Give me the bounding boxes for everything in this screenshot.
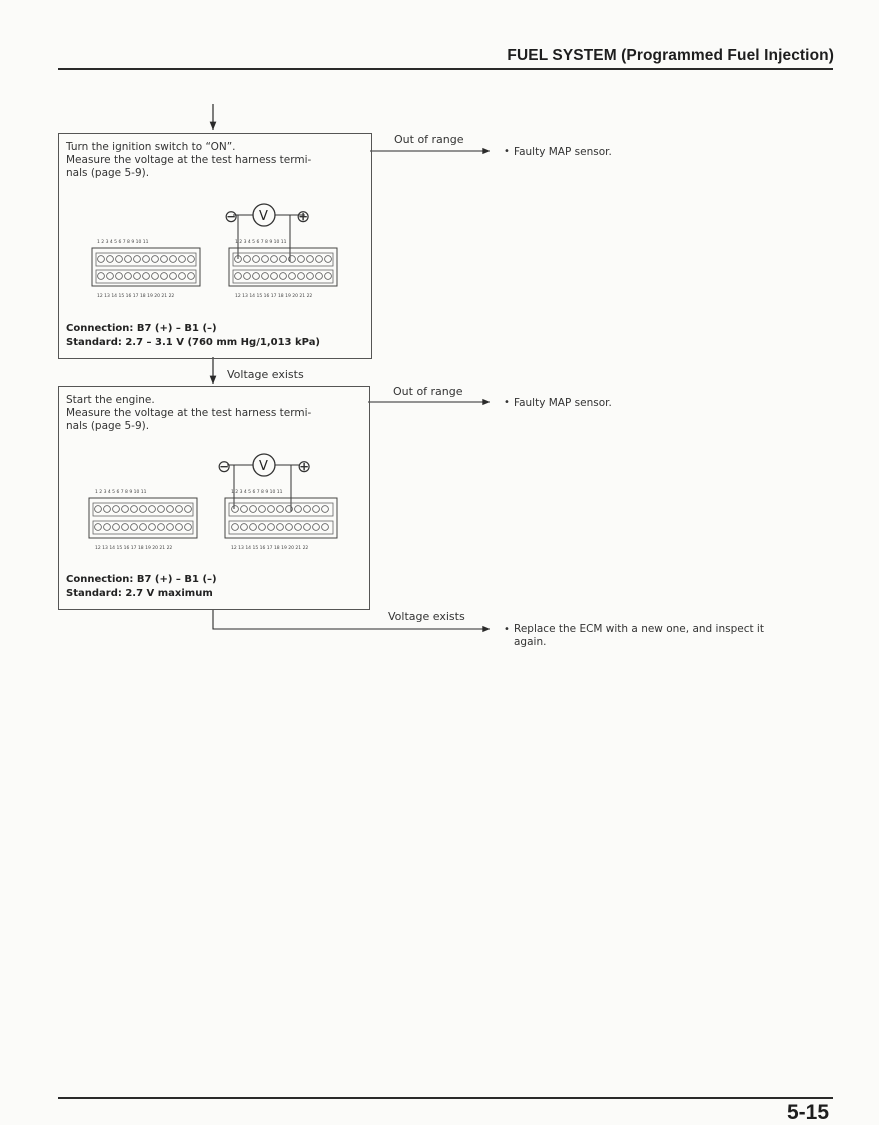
step-1-connection: Connection: B7 (+) – B1 (–)	[66, 323, 217, 334]
step-1-result: Faulty MAP sensor.	[514, 146, 612, 158]
step-2-connection: Connection: B7 (+) – B1 (–)	[66, 574, 217, 585]
step-1-line-3: nals (page 5-9).	[66, 167, 150, 179]
step-1-box	[58, 133, 372, 359]
step-1-line-1: Turn the ignition switch to “ON”.	[66, 141, 236, 153]
meter-minus-icon: ⊖	[217, 457, 232, 477]
svg-text:V: V	[259, 459, 268, 474]
meter-minus-icon: ⊖	[224, 207, 239, 227]
step-2-line-3: nals (page 5-9).	[66, 420, 150, 432]
step-2-line-1: Start the engine.	[66, 394, 155, 406]
step-1-branch-label: Out of range	[394, 133, 464, 146]
connector-a-top-numbers: 1 2 3 4 5 6 7 8 9 10 11	[97, 240, 149, 245]
connector-a-top-numbers: 1 2 3 4 5 6 7 8 9 10 11	[95, 490, 147, 495]
step-2-result-bullet: •	[504, 397, 510, 408]
step-1-line-2: Measure the voltage at the test harness termi-	[66, 154, 312, 166]
connector-b-top-numbers: 1 2 3 4 5 6 7 8 9 10 11	[231, 490, 283, 495]
connector-b-top-numbers: 1 2 3 4 5 6 7 8 9 10 11	[235, 240, 287, 245]
connector-b	[229, 248, 337, 286]
between-steps-label: Voltage exists	[227, 368, 304, 381]
final-result-line-1: Replace the ECM with a new one, and inspect it	[514, 623, 764, 635]
meter-plus-icon: ⊕	[296, 207, 311, 227]
meter-plus-icon: ⊕	[297, 457, 312, 477]
connector-b	[225, 498, 337, 538]
connector-a-bottom-numbers: 12 13 14 15 16 17 18 19 20 21 22	[97, 294, 175, 299]
svg-text:V: V	[259, 209, 268, 224]
footer-rule	[58, 1097, 833, 1099]
connector-b-bottom-numbers: 12 13 14 15 16 17 18 19 20 21 22	[231, 546, 309, 551]
connector-b-bottom-numbers: 12 13 14 15 16 17 18 19 20 21 22	[235, 294, 313, 299]
step-1-connector-diagram	[59, 134, 371, 314]
step-1-standard: Standard: 2.7 – 3.1 V (760 mm Hg/1,013 kPa)	[66, 337, 321, 348]
page-number: 5-15	[786, 1101, 829, 1124]
final-result-line-2: again.	[514, 636, 547, 648]
final-branch-label: Voltage exists	[388, 610, 465, 623]
step-1-result-bullet: •	[504, 146, 510, 157]
step-2-line-2: Measure the voltage at the test harness termi-	[66, 407, 312, 419]
step-2-box	[58, 386, 370, 610]
connector-a-bottom-numbers: 12 13 14 15 16 17 18 19 20 21 22	[95, 546, 173, 551]
step-2-connector-diagram	[59, 387, 369, 567]
page-header-title: FUEL SYSTEM (Programmed Fuel Injection)	[507, 47, 834, 64]
step-2-result: Faulty MAP sensor.	[514, 397, 612, 409]
connector-a	[92, 248, 200, 286]
final-result-bullet: •	[504, 624, 510, 635]
final-result	[514, 623, 824, 649]
step-2-standard: Standard: 2.7 V maximum	[66, 588, 213, 599]
connector-a	[89, 498, 197, 538]
step-2-branch-label: Out of range	[393, 385, 463, 398]
